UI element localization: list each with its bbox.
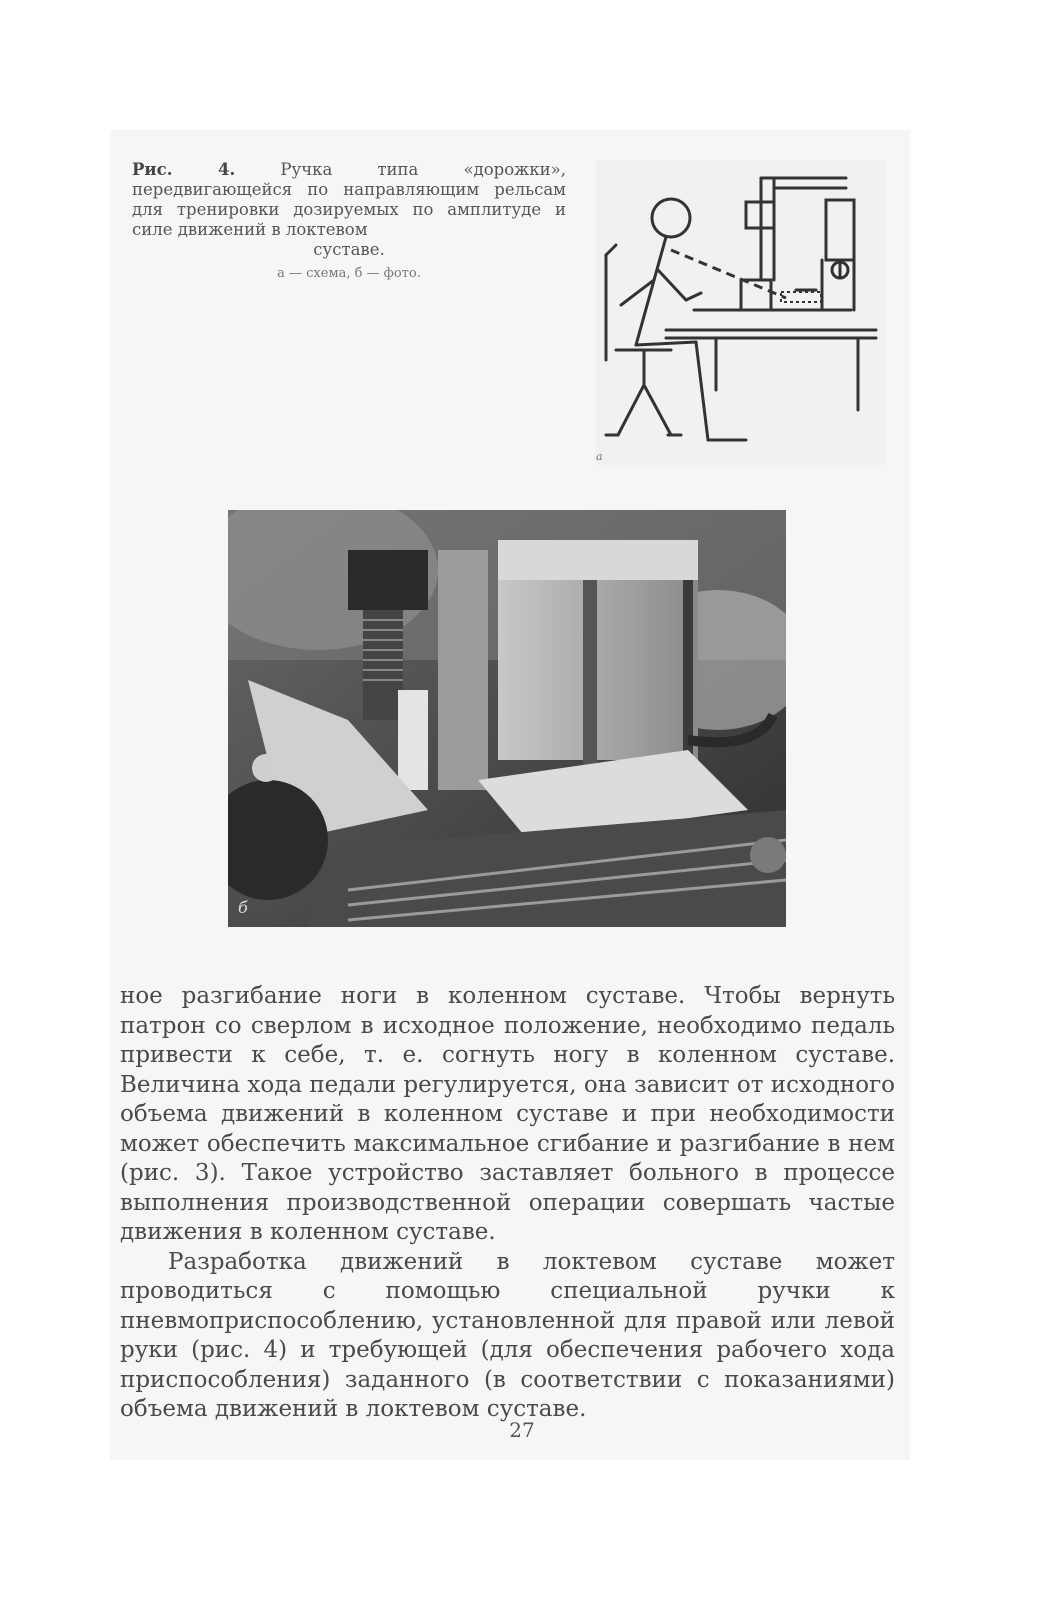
figure-caption bbox=[132, 160, 566, 284]
panel-b-letter: б bbox=[238, 898, 248, 917]
schematic-dashed-line bbox=[671, 250, 786, 298]
paragraph-2: Разработка движений в локтевом суставе может проводиться с помощью специальной ручки к пневмоприспособлению, установленной для правой или левой руки (рис. 4) и требующей (для обеспечения рабочего хода приспособления) заданного (в соответствии с показаниями) объема движений в локтевом суставе. bbox=[120, 1248, 895, 1422]
page-number: 27 bbox=[509, 1418, 535, 1442]
caption-end: суставе. bbox=[313, 240, 385, 259]
figure-schematic bbox=[596, 160, 886, 465]
figure-label: Рис. 4. bbox=[132, 160, 236, 179]
caption-text: Ручка типа «дорожки», передвигающейся по направляющим рельсам для тренировки дозируемых по амплитуде и силе движений в локтевом bbox=[132, 160, 566, 239]
paragraph-1: ное разгибание ноги в коленном суставе. Чтобы вернуть патрон со сверлом в исходное положение, необходимо педаль привести к себе, т. е. согнуть ногу в коленном суставе. Величина хода педали регулируется, она зависит от исходного объема движений в коленном суставе и при необходимости может обеспечить максимальное сгибание и разгибание в нем (рис. 3). Такое устройство заставляет больного в процессе выполнения производственной операции совершать частые движения в коленном суставе. bbox=[120, 983, 896, 1245]
body-text bbox=[120, 982, 895, 1425]
panel-a-letter: а bbox=[596, 450, 603, 463]
schematic-cylinder bbox=[826, 200, 854, 260]
schematic-drawing bbox=[596, 160, 886, 465]
schematic-head bbox=[652, 199, 690, 237]
photo-image bbox=[228, 510, 786, 927]
figure-photo bbox=[228, 510, 786, 927]
caption-legend: а — схема, б — фото. bbox=[277, 266, 421, 281]
